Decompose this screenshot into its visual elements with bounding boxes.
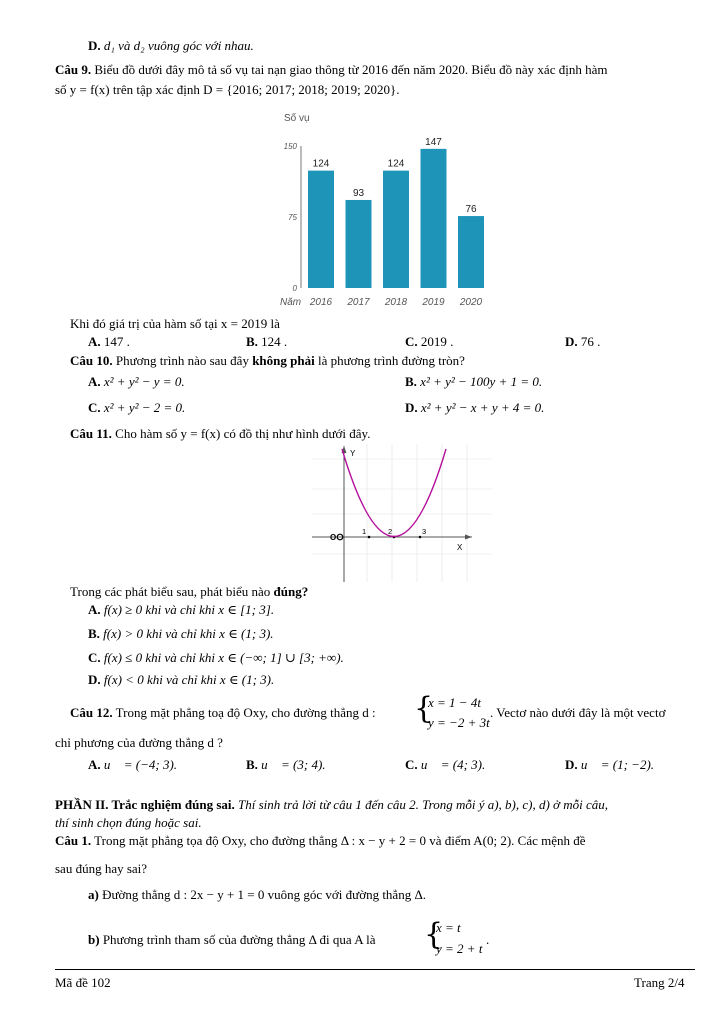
option-label: D.: [88, 38, 101, 53]
chart-x-tick-label: 2018: [384, 297, 408, 308]
item-text: Phương trình tham số của đường thẳng Δ đi qua A là: [102, 932, 376, 947]
tick-2: 2: [388, 527, 393, 536]
tick-3: 3: [422, 527, 427, 536]
chart-value-label: 93: [352, 187, 365, 199]
q9-line1: [55, 62, 607, 78]
origin-label: O: [330, 533, 337, 542]
q11-option-b: [88, 626, 274, 642]
option-label: B.: [405, 374, 417, 389]
q10-option-c: [88, 400, 185, 416]
question-text: Biểu đồ dưới đây mô tả số vụ tai nạn giao thông từ 2016 đến năm 2020. Biểu đồ này xác định hàm: [94, 62, 608, 77]
question-label: Câu 1.: [55, 833, 92, 848]
option-text: x² + y² − y = 0.: [103, 374, 185, 389]
p2-q1-a: [88, 887, 426, 903]
y-tick-label: 150: [283, 142, 297, 151]
y-tick-label: 0: [292, 284, 297, 293]
part2-desc-line2: thí sinh chọn đúng hoặc sai.: [55, 815, 202, 830]
option-label: C.: [405, 334, 418, 349]
option-text: d₁ và d₂ vuông góc với nhau.: [103, 38, 254, 53]
chart-x-tick-label: 2019: [422, 297, 445, 308]
option-text: u⃗ = (4; 3).: [420, 757, 486, 772]
chart-bar-2016: [308, 171, 334, 288]
q12-option-d: [565, 757, 654, 773]
q9-option-a: [88, 334, 130, 350]
q9-line2: số y = f(x) trên tập xác định D = {2016; 2017; 2018; 2019; 2020}.: [55, 82, 400, 97]
chart-ylabel: Số vụ: [284, 113, 310, 124]
q12-system-line2: y = −2 + 3t: [428, 715, 490, 730]
option-text: f(x) ≤ 0 khi và chỉ khi x ∈ (−∞; 1] ∪ [3; +∞).: [103, 650, 344, 665]
question-text: Trong mặt phẳng tọa độ Oxy, cho đường thẳng Δ : x − y + 2 = 0 và điểm A(0; 2). Các mệnh đề: [94, 833, 586, 848]
q12-option-c: [405, 757, 485, 773]
part2-desc: Thí sinh trả lời từ câu 1 đến câu 2. Trong mỗi ý a), b), c), d) ở mỗi câu,: [238, 797, 609, 812]
item-text: Đường thẳng d : 2x − y + 1 = 0 vuông góc với đường thẳng Δ.: [102, 887, 427, 902]
q11-option-d: [88, 672, 274, 688]
option-text: x² + y² − 2 = 0.: [103, 400, 186, 415]
footer-divider: [55, 969, 695, 970]
chart-x-tick-label: 2020: [459, 297, 483, 308]
chart-bar-2017: [346, 200, 372, 288]
q9-option-c: [405, 334, 453, 350]
q11-option-c: [88, 650, 344, 666]
item-label: a): [88, 887, 99, 902]
q10-option-a: [88, 374, 185, 390]
option-label: D.: [405, 400, 418, 415]
chart-bar-2018: [383, 171, 409, 288]
tick-1: 1: [362, 527, 367, 536]
question-label: Câu 12.: [70, 705, 113, 720]
question-text: Trong mặt phẳng toạ độ Oxy, cho đường thẳng d :: [115, 705, 376, 720]
q12-question-end: . Vectơ nào dưới đây là một vectơ: [490, 705, 666, 720]
q9-option-b: [246, 334, 287, 350]
option-text: u⃗ = (3; 4).: [261, 757, 326, 772]
question-label: Câu 9.: [55, 62, 92, 77]
q10-option-b: [405, 374, 542, 390]
chart-x-tick-label: 2017: [347, 297, 370, 308]
option-label: C.: [88, 400, 101, 415]
option-text: 2019 .: [420, 334, 454, 349]
p2-q1: [55, 833, 586, 849]
question-text: Cho hàm số y = f(x) có đồ thị như hình dưới đây.: [115, 426, 371, 441]
q11-question: [70, 426, 370, 442]
q12-line2: chỉ phương của đường thẳng d ?: [55, 735, 223, 750]
chart-bar-2020: [458, 216, 484, 288]
q12-system-line1: x = 1 − 4t: [428, 695, 481, 710]
parabola-curve: [342, 449, 446, 537]
option-label: C.: [88, 650, 101, 665]
question-label: Câu 10.: [70, 353, 113, 368]
p2-b-system-line2: y = 2 + t: [436, 941, 483, 956]
part2-header: [55, 797, 608, 813]
option-label: C.: [405, 757, 418, 772]
option-label: D.: [565, 757, 578, 772]
prompt-text: Trong các phát biểu sau, phát biểu nào: [70, 584, 274, 599]
q8-option-d: [88, 38, 254, 54]
footer-code: Mã đề 102: [55, 975, 111, 990]
y-axis-label: Y: [350, 449, 356, 458]
option-text: u⃗ = (1; −2).: [580, 757, 655, 772]
option-label: A.: [88, 602, 101, 617]
q10-question: [70, 353, 465, 369]
option-text: 76 .: [580, 334, 601, 349]
q12-option-b: [246, 757, 326, 773]
option-label: D.: [565, 334, 578, 349]
question-text-end: là phương trình đường tròn?: [314, 353, 465, 368]
p2-q1-line2: sau đúng hay sai?: [55, 861, 148, 876]
chart-value-label: 124: [387, 158, 405, 170]
bar-chart: [268, 108, 498, 313]
q11-prompt: [70, 584, 308, 600]
y-tick-label: 75: [288, 213, 297, 222]
question-emphasis: không phải: [252, 353, 315, 368]
chart-value-label: 147: [425, 136, 442, 148]
q12-question: [70, 705, 376, 721]
option-text: 124 .: [261, 334, 288, 349]
option-label: B.: [246, 334, 258, 349]
option-text: u⃗ = (−4; 3).: [103, 757, 178, 772]
chart-value-label: 124: [312, 158, 330, 170]
option-label: B.: [88, 626, 100, 641]
item-label: b): [88, 932, 100, 947]
chart-xlabel: Năm: [280, 297, 302, 308]
part2-title: PHẦN II. Trắc nghiệm đúng sai.: [55, 797, 235, 812]
p2-b-end: .: [486, 932, 490, 947]
system-brace: {: [414, 691, 434, 726]
chart-bar-2019: [421, 149, 447, 288]
option-text: f(x) > 0 khi và chỉ khi x ∈ (1; 3).: [103, 626, 274, 641]
chart-x-labels: [309, 297, 483, 308]
footer-page: Trang 2/4: [634, 975, 685, 990]
chart-yticks: [284, 142, 298, 293]
chart-value-label: 76: [465, 204, 477, 216]
p2-q1-b: [88, 932, 376, 948]
option-text: 147 .: [103, 334, 130, 349]
option-text: x² + y² − 100y + 1 = 0.: [420, 374, 543, 389]
option-label: A.: [88, 334, 101, 349]
chart-bars: [308, 149, 484, 288]
q11-option-a: [88, 602, 274, 618]
chart-x-tick-label: 2016: [309, 297, 333, 308]
q9-option-d: [565, 334, 600, 350]
option-label: D.: [88, 672, 101, 687]
question-text: Phương trình nào sau đây: [115, 353, 253, 368]
option-text: f(x) ≥ 0 khi và chỉ khi x ∈ [1; 3].: [103, 602, 275, 617]
option-text: x² + y² − x + y + 4 = 0.: [420, 400, 545, 415]
q12-option-a: [88, 757, 177, 773]
prompt-emphasis: đúng?: [273, 584, 309, 599]
x-axis-label: X: [457, 543, 463, 552]
q9-after: Khi đó giá trị của hàm số tại x = 2019 là: [70, 316, 280, 331]
question-label: Câu 11.: [70, 426, 112, 441]
option-text: f(x) < 0 khi và chỉ khi x ∈ (1; 3).: [103, 672, 275, 687]
option-label: B.: [246, 757, 258, 772]
system-brace-b: {: [424, 917, 444, 952]
parabola-graph: [312, 444, 492, 582]
option-label: A.: [88, 374, 101, 389]
option-label: A.: [88, 757, 101, 772]
p2-b-system-line1: x = t: [436, 920, 461, 935]
q10-option-d: [405, 400, 544, 416]
